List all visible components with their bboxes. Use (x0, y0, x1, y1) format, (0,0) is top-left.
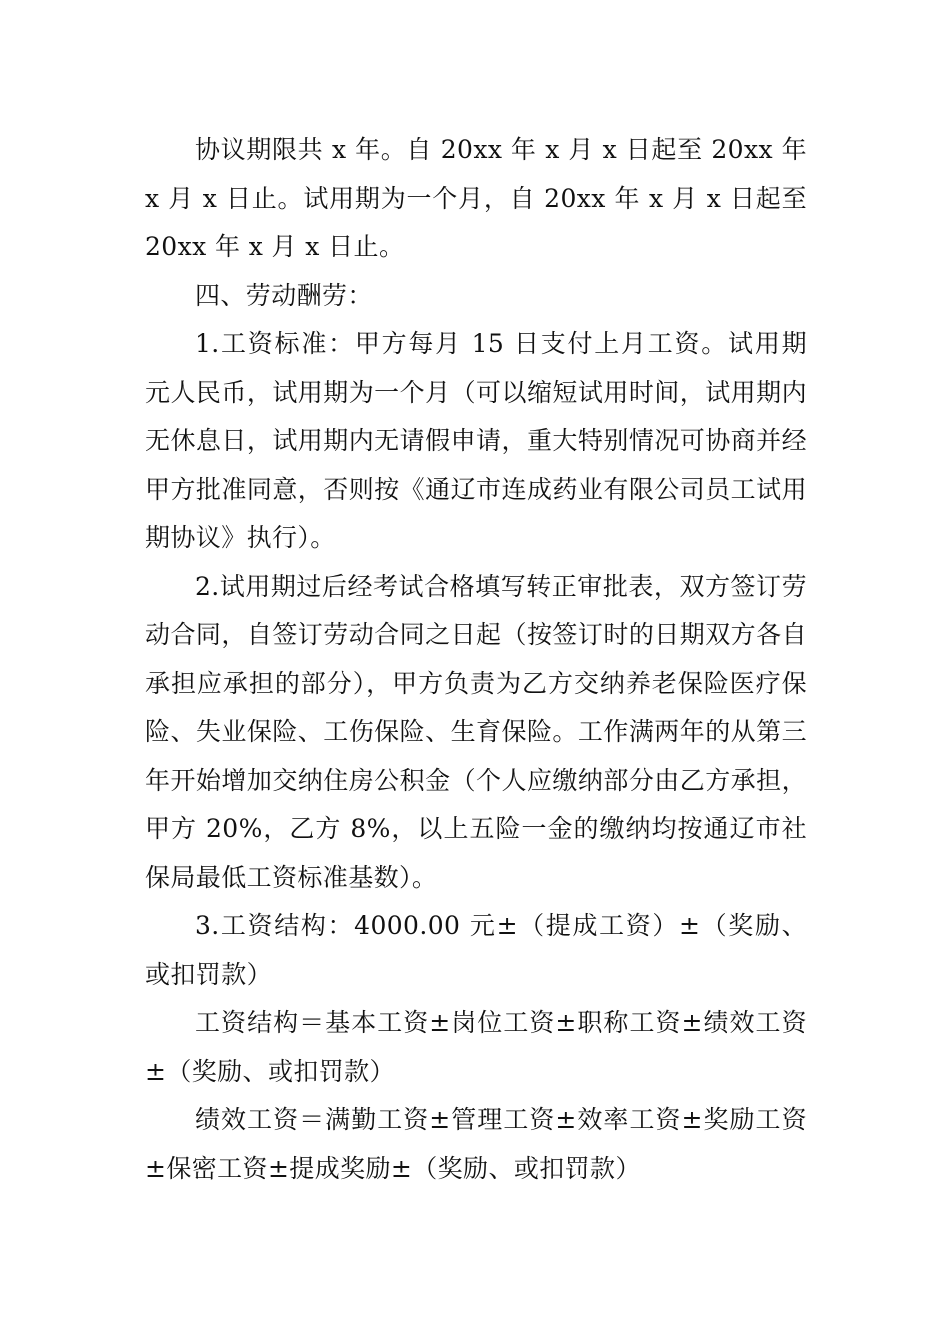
paragraph-agreement-term: 协议期限共 x 年。自 20xx 年 x 月 x 日起至 20xx 年 x 月 x 日止。试用期为一个月，自 20xx 年 x 月 x 日起至 20xx 年 x 月 x 日止。 (145, 135, 807, 261)
paragraph-probation-insurance: 2.试用期过后经考试合格填写转正审批表，双方签订劳动合同，自签订劳动合同之日起（按签订时的日期双方各自承担应承担的部分），甲方负责为乙方交纳养老保险医疗保险、失业保险、工伤保险、生育保险。工作满两年的从第三年开始增加交纳住房公积金（个人应缴纳部分由乙方承担，甲方 20%，乙方 8%，以上五险一金的缴纳均按通辽市社保局最低工资标准基数）。 (145, 571, 807, 892)
paragraph-salary-structure: 3.工资结构：4000.00 元±（提成工资）±（奖励、或扣罚款） (145, 911, 807, 989)
document-page (145, 126, 807, 1193)
paragraph-performance-formula: 绩效工资＝满勤工资±管理工资±效率工资±奖励工资±保密工资±提成奖励±（奖励、或扣罚款） (145, 1105, 807, 1183)
paragraph-salary-formula: 工资结构＝基本工资±岗位工资±职称工资±绩效工资±（奖励、或扣罚款） (145, 1008, 807, 1086)
section-heading-labor-pay: 四、劳动酬劳： (195, 280, 373, 310)
paragraph-salary-standard: 1.工资标准：甲方每月 15 日支付上月工资。试用期 元人民币，试用期为一个月（可以缩短试用时间，试用期内无休息日，试用期内无请假申请，重大特别情况可协商并经甲方批准同意，否则按《通辽市连成药业有限公司员工试用期协议》执行）。 (145, 329, 807, 552)
